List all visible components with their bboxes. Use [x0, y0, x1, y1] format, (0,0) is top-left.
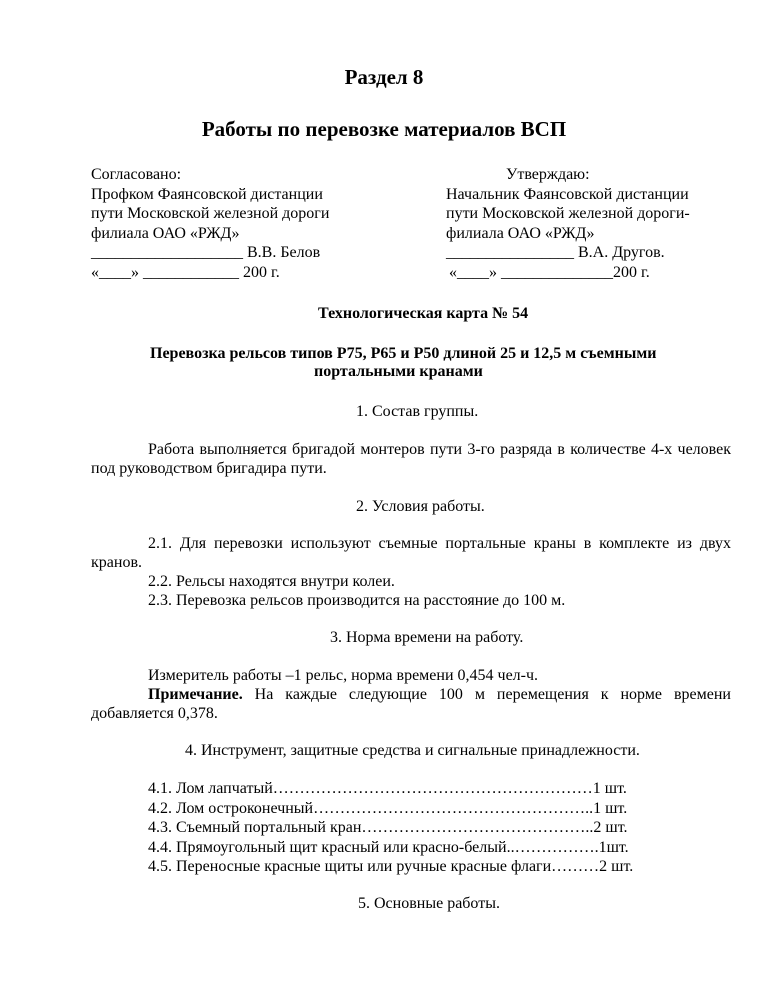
approval-left-line: филиала ОАО «РЖД»	[91, 224, 240, 242]
approval-right-block	[446, 165, 690, 282]
list-item: 4.4. Прямоугольный щит красный или красно-белый..…………….1шт.	[148, 838, 629, 856]
approval-left-line: ___________________ В.В. Белов	[91, 244, 321, 261]
section-5-heading: 5. Основные работы.	[358, 895, 500, 912]
approval-right-line: филиала ОАО «РЖД»	[446, 224, 595, 242]
approval-left-line: Согласовано:	[91, 166, 182, 183]
approval-left-line: пути Московской железной дороги	[91, 205, 330, 222]
section-1-heading: 1. Состав группы.	[356, 403, 479, 420]
list-item: 4.1. Лом лапчатый……………………………………………………1 шт.	[148, 780, 627, 797]
approval-right-line: «____» ______________200 г.	[449, 263, 650, 281]
tools-list	[148, 779, 633, 877]
list-item: 4.2. Лом остроконечный……………………………………………..1 шт.	[148, 799, 628, 817]
section-2-heading: 2. Условия работы.	[356, 498, 485, 515]
section-4-heading: 4. Инструмент, защитные средства и сигнальные принадлежности.	[185, 742, 640, 759]
tech-card-subtitle-line2: портальными кранами	[314, 363, 483, 380]
section-3-note	[91, 685, 731, 723]
approval-right-line: ________________ В.А. Другов.	[446, 244, 665, 261]
approval-right-line: Утверждаю:	[506, 166, 590, 183]
tech-card-subtitle-line1: Перевозка рельсов типов Р75, Р65 и Р50 длиной 25 и 12,5 м съемными	[150, 345, 657, 362]
document-title: Работы по перевозке материалов ВСП	[201, 117, 567, 141]
section-2-item-3: 2.3. Перевозка рельсов производится на расстояние до 100 м.	[148, 592, 566, 609]
section-3-text: Измеритель работы –1 рельс, норма времени 0,454 чел-ч.	[148, 667, 539, 684]
section-2-item-1: 2.1. Для перевозки используют съемные портальные краны в комплекте из двух кранов.	[91, 535, 731, 571]
approval-left-line: Профком Фаянсовской дистанции	[91, 185, 323, 203]
section-3-heading: 3. Норма времени на работу.	[330, 629, 524, 646]
approval-right-line: пути Московской железной дороги-	[446, 205, 690, 222]
note-label: Примечание.	[148, 686, 243, 703]
section-2-item-2: 2.2. Рельсы находятся внутри колеи.	[148, 573, 395, 590]
tech-card-title: Технологическая карта № 54	[318, 305, 529, 322]
section-heading: Раздел 8	[344, 65, 424, 89]
list-item: 4.3. Съемный портальный кран……………………………………..2 шт.	[148, 819, 628, 836]
list-item: 4.5. Переносные красные щиты или ручные красные флаги………2 шт.	[148, 858, 634, 875]
approval-left-line: «____» ____________ 200 г.	[91, 263, 280, 281]
approval-left-block	[91, 165, 329, 282]
section-1-text: Работа выполняется бригадой монтеров пути 3-го разряда в количестве 4-х человек под руководством бригадира пути.	[91, 441, 731, 477]
note-text: На каждые следующие 100 м перемещения к норме времени добавляется 0,378.	[91, 686, 731, 722]
approval-right-line: Начальник Фаянсовской дистанции	[446, 185, 689, 203]
